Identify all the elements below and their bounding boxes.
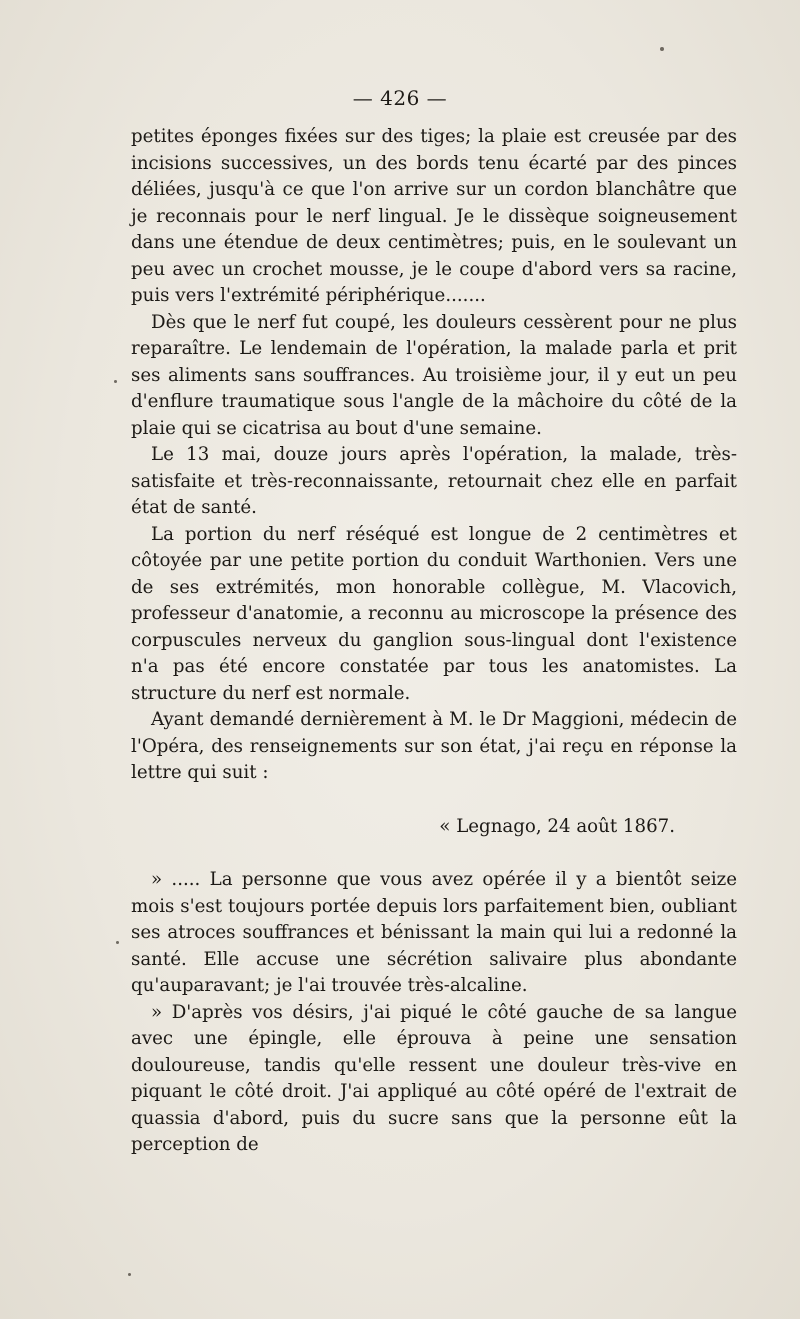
paragraph-5: Ayant demandé dernièrement à M. le Dr Maggioni, médecin de l'Opéra, des renseignements sur son état, j'ai reçu en réponse la lettre qui suit :	[131, 709, 737, 783]
letter-dateline: « Legnago, 24 août 1867.	[439, 815, 675, 837]
letter-paragraph-1: » ..... La personne que vous avez opérée il y a bientôt seize mois s'est toujours portée depuis lors parfaitement bien, oubliant ses atroces souffrances et bénissant la main qui lui a redonné la santé. Elle accuse une sécrétion salivaire plus abondante qu'auparavant; je l'ai trouvée très-alcaline.	[131, 869, 737, 996]
paragraph-1: petites éponges fixées sur des tiges; la plaie est creusée par des incisions successives, un des bords tenu écarté par des pinces déliées, jusqu'à ce que l'on arrive sur un cordon blanchâtre que je reconnais pour le nerf lingual. Je le dissèque soigneusement dans une étendue de deux centimètres; puis, en le soulevant un peu avec un crochet mousse, je le coupe d'abord vers sa racine, puis vers l'extrémité périphérique.......	[131, 126, 737, 306]
ink-speck	[114, 380, 117, 383]
body-text	[131, 124, 737, 1159]
paragraph-2: Dès que le nerf fut coupé, les douleurs cessèrent pour ne plus reparaître. Le lendemain de l'opération, la malade parla et prit ses aliments sans souffrances. Au troisième jour, il y eut un peu d'enflure traumatique sous l'angle de la mâchoire du côté de la plaie qui se cicatrisa au bout d'une semaine.	[131, 311, 737, 439]
ink-speck	[660, 47, 664, 51]
paragraph-3: Le 13 mai, douze jours après l'opération, la malade, très-satisfaite et très-reconnaissante, retournait chez elle en parfait état de santé.	[131, 444, 737, 518]
page-number: — 426 —	[352, 86, 448, 110]
paragraph-4: La portion du nerf réséqué est longue de 2 centimètres et côtoyée par une petite portion du conduit Warthonien. Vers une de ses extrémités, mon honorable collègue, M. Vlacovich, professeur d'anatomie, a reconnu au microscope la présence des corpuscules nerveux du ganglion sous-lingual dont l'existence n'a pas été encore constatée par tous les anatomistes. La structure du nerf est normale.	[131, 523, 737, 704]
ink-speck	[116, 941, 119, 944]
ink-speck	[128, 1273, 131, 1276]
letter-paragraph-2: » D'après vos désirs, j'ai piqué le côté gauche de sa langue avec une épingle, elle éprouva à peine une sensation douloureuse, tandis qu'elle ressent une douleur très-vive en piquant le côté droit. J'ai appliqué au côté opéré de l'extrait de quassia d'abord, puis du sucre sans que la personne eût la perception de	[131, 1001, 737, 1155]
